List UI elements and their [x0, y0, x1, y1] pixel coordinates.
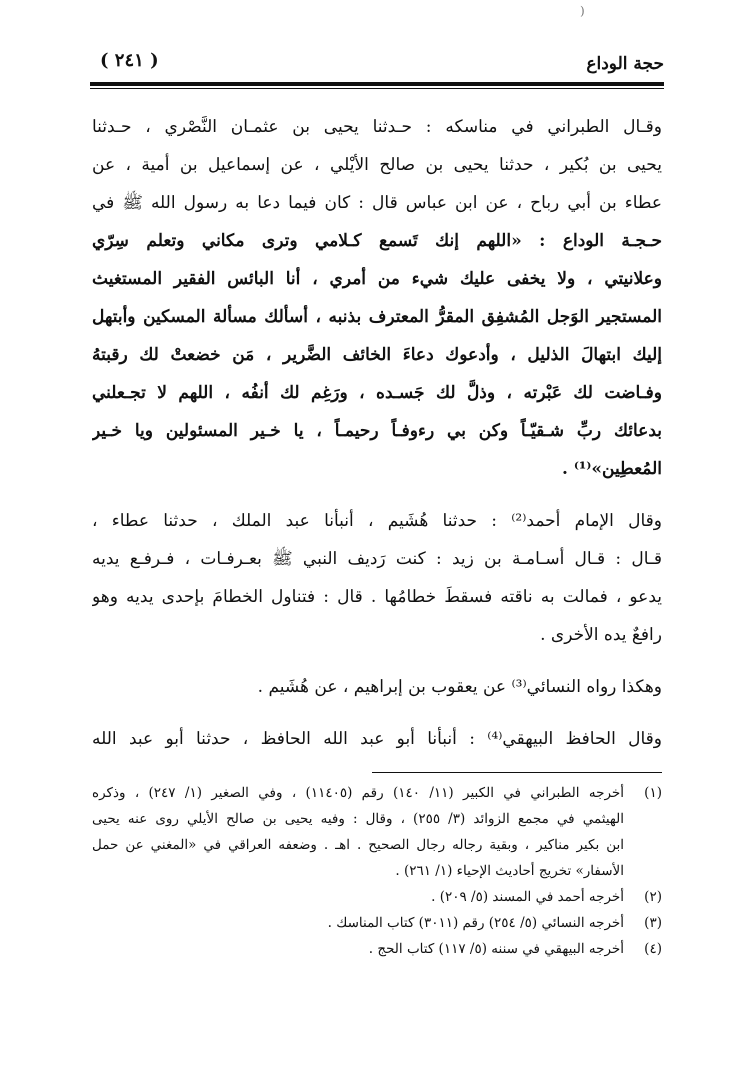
footnote-line: أخرجه البيهقي في سننه (٥/ ١١٧) كتاب الحج . — [368, 941, 624, 957]
page-header — [90, 48, 664, 84]
footnote — [92, 884, 662, 910]
text-line: وقـال الطبراني في مناسكه : حـدثنا يحيى بن عثمـان النَّصْري ، حـدثنا — [92, 117, 662, 137]
footnote-number: (١) — [644, 785, 662, 801]
text-line: إليك ابتهالَ الذليل ، وأدعوك دعاءَ الخائف الضَّرير ، مَن خضعتْ لك رقبتهُ — [92, 345, 662, 365]
text-line: المُعطِين»⁽¹⁾ . — [562, 459, 662, 479]
footnote-line: الأسفار» تخريج أحاديث الإحياء (١/ ٢٦١) . — [395, 863, 624, 879]
footnote — [92, 780, 662, 884]
text-line: وهكذا رواه النسائي⁽³⁾ عن يعقوب بن إبراهيم ، عن هُشَيم . — [257, 677, 662, 697]
footnote — [92, 910, 662, 936]
header-rule-thick — [90, 82, 664, 86]
text-line: حـجـة الوداع : «اللهم إنك تَسمع كـلامي وترى مكاني وتعلم سِرّي — [92, 231, 662, 251]
text-line: يحيى بن بُكير ، حدثنا يحيى بن صالح الأيْلي ، عن إسماعيل بن أمية ، عن — [92, 155, 662, 175]
text-line: وعلانيتي ، ولا يخفى عليك شيء من أمري ، أنا البائس الفقير المستغيث — [92, 269, 662, 289]
footnote-line: الهيثمي في مجمع الزوائد (٣/ ٢٥٥) ، وقال : وفيه يحيى بن صالح الأيلي روى عنه يحيى — [92, 811, 624, 827]
footnote-line: أخرجه النسائي (٥/ ٢٥٤) رقم (٣٠١١) كتاب المناسك . — [327, 915, 624, 931]
text-line: عطاء بن أبي رباح ، عن ابن عباس قال : كان فيما دعا به رسول الله ﷺ في — [92, 193, 662, 213]
footnote-number: (٤) — [644, 941, 662, 957]
text-line: وقال الحافظ البيهقي⁽⁴⁾ : أنبأنا أبو عبد الله الحافظ ، حدثنا أبو عبد الله — [92, 729, 662, 749]
corner-mark: ( — [580, 4, 585, 18]
text-line: وقال الإمام أحمد⁽²⁾ : حدثنا هُشَيم ، أنبأنا عبد الملك ، حدثنا عطاء ، — [92, 511, 662, 531]
running-title: حجة الوداع — [586, 54, 664, 74]
footnote — [92, 936, 662, 962]
text-line: المستجير الوَجل المُشفِق المقرُّ المعترف بذنبه ، أسألك مسألة المسكين وأبتهل — [92, 307, 662, 327]
footnote-line: أخرجه الطبراني في الكبير (١١/ ١٤٠) رقم (١١٤٠٥) ، وفي الصغير (١/ ٢٤٧) ، وذكره — [92, 785, 624, 801]
footnote-line: أخرجه أحمد في المسند (٥/ ٢٠٩) . — [431, 889, 624, 905]
header-rule-thin — [90, 88, 664, 89]
text-line: بدعائك ربِّ شـقيّـاً وكن بي رءوفـاً رحيمـاً ، يا خـير المسئولين ويا خـير — [92, 421, 662, 441]
text-line: وفـاضت لك عَبْرته ، وذلَّ لك جَسـده ، ورَغِم لك أنفُه ، اللهم لا تجـعلني — [92, 383, 662, 403]
footnote-line: ابن بكير مناكير ، وبقية رجاله رجال الصحيح . اهـ . وضعفه العراقي في «المغني عن حمل — [92, 837, 624, 853]
page-number: ( ٢٤١ ) — [100, 50, 159, 71]
main-text — [92, 108, 662, 758]
footnote-separator — [372, 772, 662, 773]
text-line: يدعو ، فمالت به ناقته فسقطَ خطامُها . قال : فتناول الخطامَ بإحدى يديه وهو — [92, 587, 662, 607]
footnote-number: (٢) — [644, 889, 662, 905]
text-line: قـال : قـال أسـامـة بن زيد : كنت رَديف النبي ﷺ بعـرفـات ، فـرفـع يديه — [92, 549, 662, 569]
text-line: رافعٌ يده الأخرى . — [540, 625, 662, 645]
footnotes — [92, 780, 662, 962]
footnote-number: (٣) — [644, 915, 662, 931]
